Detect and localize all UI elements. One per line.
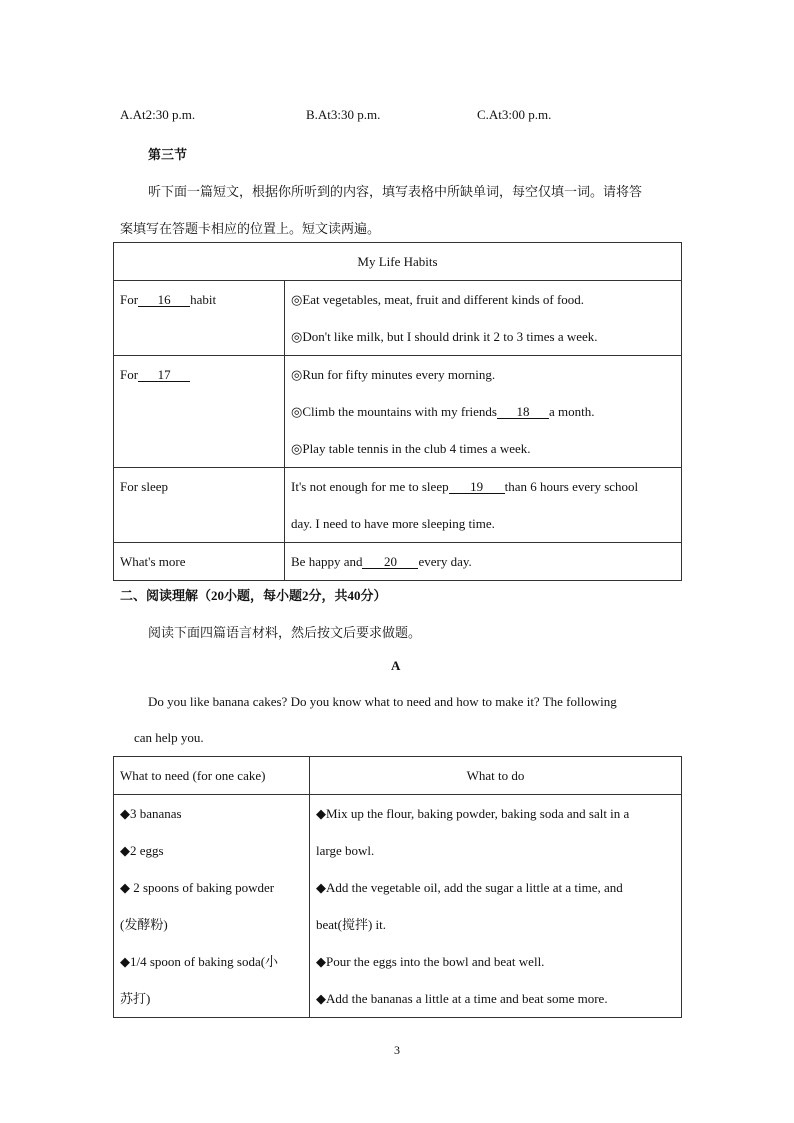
option-b: B.At3:30 p.m.: [306, 107, 381, 122]
table-row: [114, 795, 682, 1018]
habits-table-title: My Life Habits: [114, 243, 682, 281]
habits-table: [113, 242, 682, 581]
section3-instruction-line2: 案填写在答题卡相应的位置上。短文读两遍。: [120, 221, 381, 236]
option-a: A.At2:30 p.m.: [120, 107, 196, 122]
blank-16: 16: [138, 293, 190, 307]
habit-item: It's not enough for me to sleep: [291, 479, 449, 494]
option-c: C.At3:00 p.m.: [477, 107, 552, 122]
step-item: ◆Mix up the flour, baking powder, baking soda and salt in a: [316, 806, 630, 821]
part2-heading: 二、阅读理解（20小题，每小题2分，共40分）: [120, 588, 387, 603]
col-header-do: What to do: [310, 757, 682, 795]
step-item: ◆Add the bananas a little at a time and beat some more.: [316, 991, 608, 1006]
habit-item-end: than 6 hours every school: [504, 479, 639, 494]
row-label: For sleep: [120, 479, 169, 494]
ingredient-item: ◆2 eggs: [120, 843, 164, 858]
row-label-suffix: habit: [190, 292, 217, 307]
page-number: 3: [394, 1043, 400, 1057]
habit-item: ◎Play table tennis in the club 4 times a week.: [291, 441, 531, 456]
habit-item-end: every day.: [418, 554, 472, 569]
section-a-heading: A: [391, 658, 401, 673]
passage-intro-line2: can help you.: [134, 730, 204, 745]
ingredient-item: ◆1/4 spoon of baking soda(小: [120, 954, 279, 969]
step-item: large bowl.: [316, 843, 375, 858]
ingredient-item: ◆3 bananas: [120, 806, 182, 821]
part2-instruction: 阅读下面四篇语言材料，然后按文后要求做题。: [148, 625, 422, 640]
blank-17: 17: [138, 368, 190, 382]
ingredient-item: ◆ 2 spoons of baking powder: [120, 880, 275, 895]
habit-item: ◎Eat vegetables, meat, fruit and different kinds of food.: [291, 292, 585, 307]
habit-item-end: a month.: [548, 404, 595, 419]
row-label: What's more: [120, 554, 186, 569]
ingredient-item: 苏打): [120, 991, 151, 1006]
habit-item: Be happy and: [291, 554, 363, 569]
blank-19: 19: [449, 480, 505, 494]
section3-instruction-line1: 听下面一篇短文，根据你所听到的内容，填写表格中所缺单词，每空仅填一词。请将答: [148, 184, 643, 199]
step-item: beat(搅拌) it.: [316, 917, 387, 932]
table-row: [114, 356, 682, 468]
table-row: [114, 468, 682, 543]
step-item: ◆Add the vegetable oil, add the sugar a little at a time, and: [316, 880, 623, 895]
passage-intro-line1: Do you like banana cakes? Do you know what to need and how to make it? The following: [148, 694, 617, 709]
habit-item: ◎Climb the mountains with my friends: [291, 404, 497, 419]
habit-item: ◎Don't like milk, but I should drink it 2 to 3 times a week.: [291, 329, 598, 344]
section3-heading: 第三节: [148, 147, 188, 162]
blank-20: 20: [362, 555, 418, 569]
table-row: [114, 281, 682, 356]
col-header-need: What to need (for one cake): [114, 757, 310, 795]
blank-18: 18: [497, 405, 549, 419]
recipe-table: [113, 756, 682, 1018]
step-item: ◆Pour the eggs into the bowl and beat well.: [316, 954, 545, 969]
habit-item: ◎Run for fifty minutes every morning.: [291, 367, 496, 382]
ingredient-item: (发酵粉): [120, 917, 168, 932]
habit-item: day. I need to have more sleeping time.: [291, 516, 495, 531]
row-label-prefix: For: [120, 292, 139, 307]
row-label-prefix: For: [120, 367, 139, 382]
table-row: [114, 543, 682, 581]
